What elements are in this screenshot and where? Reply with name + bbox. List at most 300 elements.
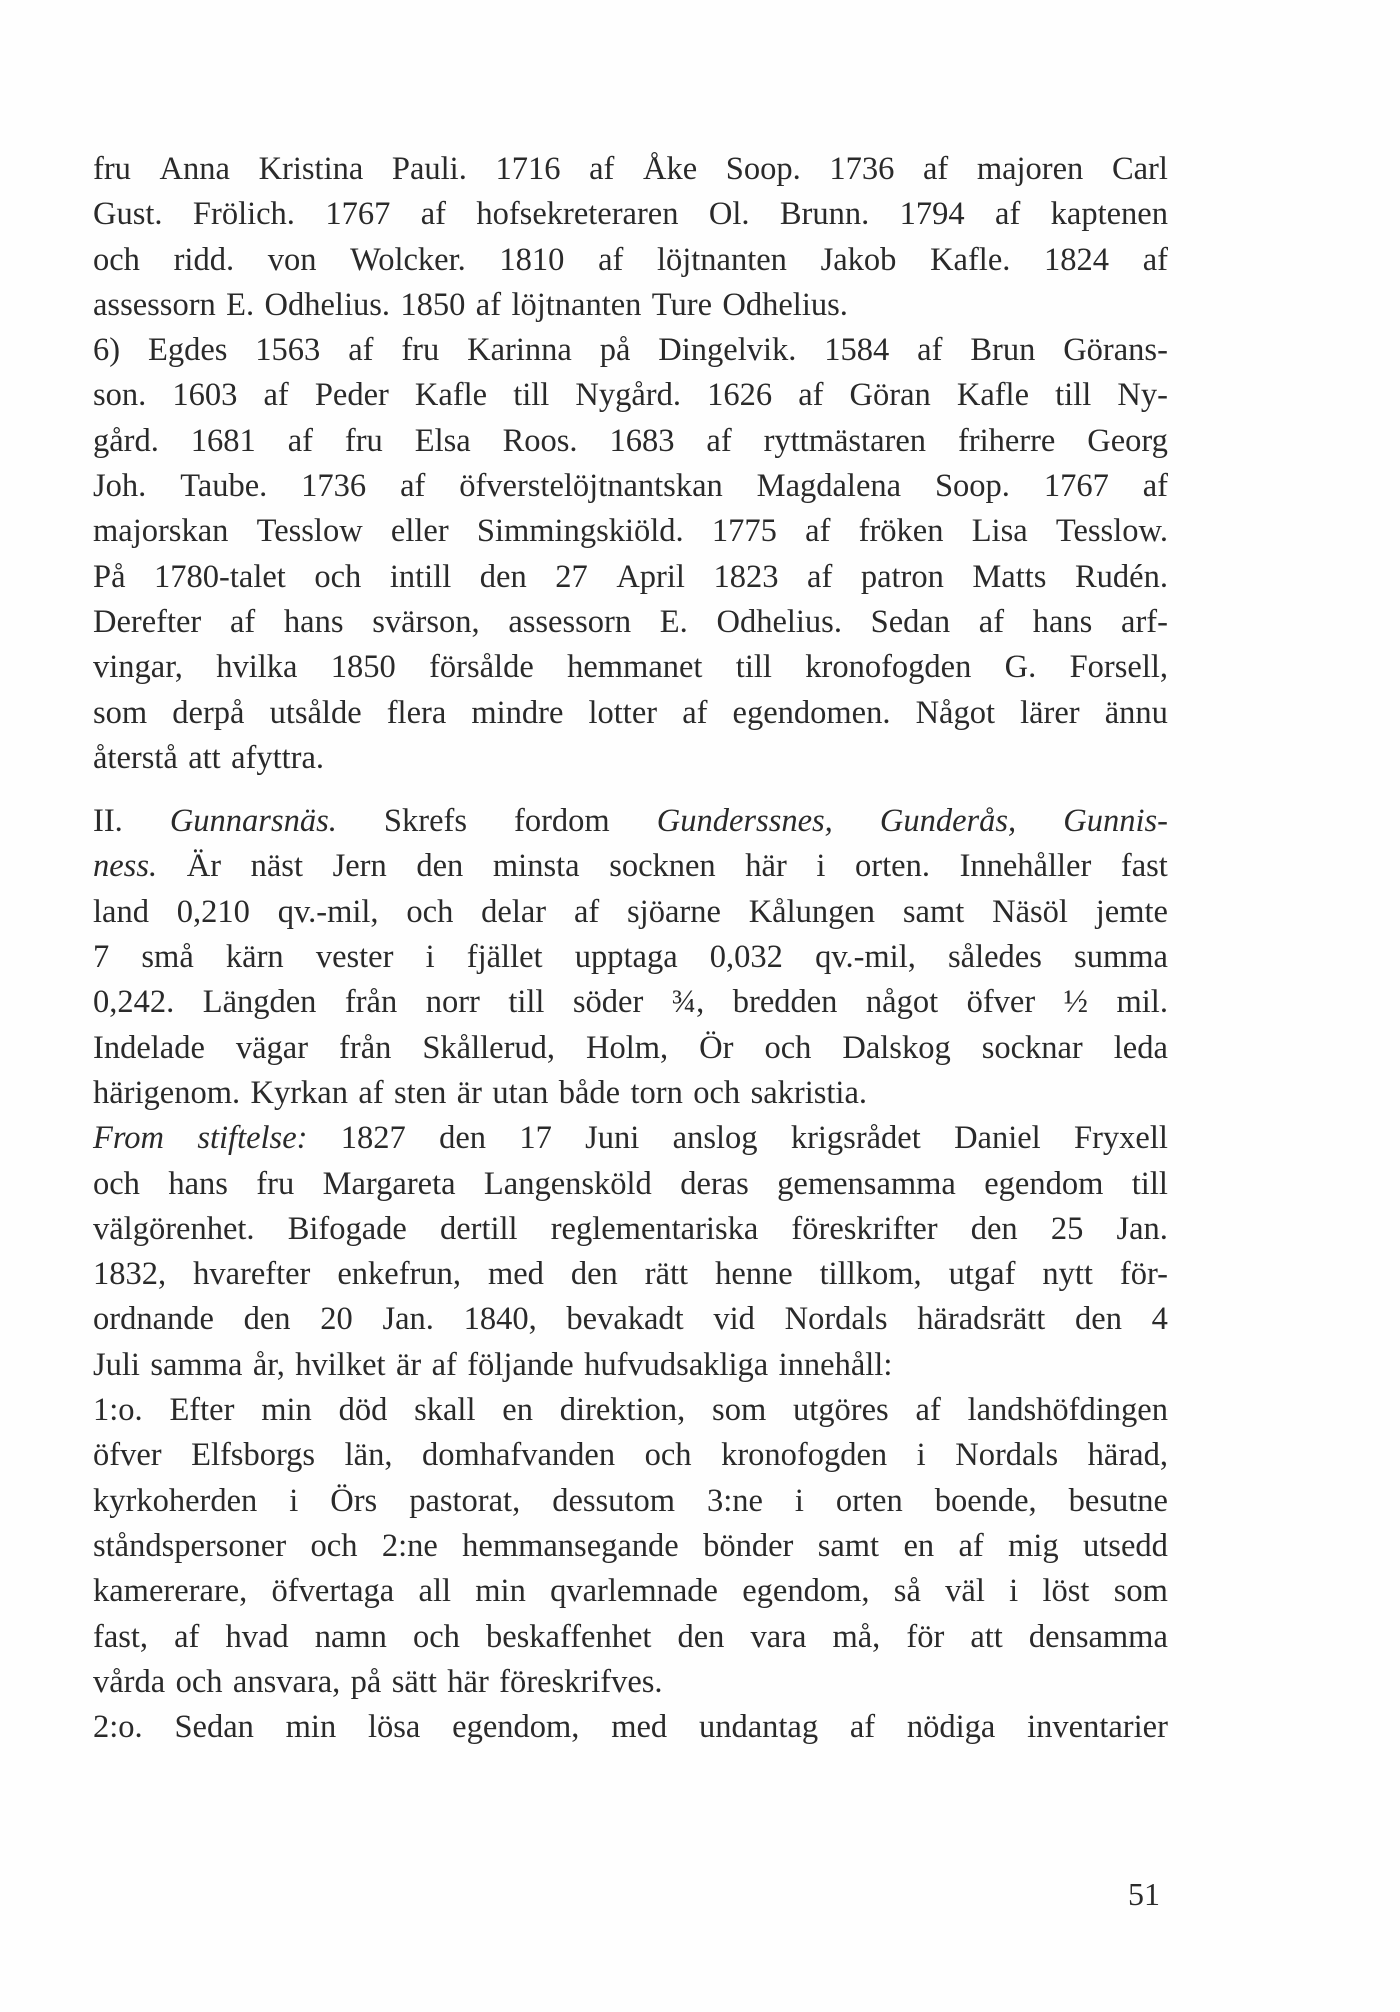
word: till — [513, 377, 550, 414]
word: orten — [835, 1482, 903, 1519]
word: mil. — [1116, 984, 1168, 1021]
word: fru — [93, 151, 131, 187]
word: och — [412, 1618, 460, 1655]
text-line — [93, 373, 1168, 418]
word: Brunn. — [779, 196, 870, 233]
section-gap — [93, 781, 1168, 799]
word: 1681 — [190, 422, 256, 459]
word: 1827 — [340, 1120, 406, 1157]
text-line — [93, 1705, 1168, 1750]
word: Gust. — [93, 196, 163, 233]
word: af — [400, 468, 426, 505]
word: för — [906, 1618, 945, 1655]
word: krigsrådet — [790, 1120, 921, 1157]
word: af — [573, 893, 600, 930]
word: deras — [680, 1165, 749, 1202]
word: Elsa — [414, 422, 471, 459]
word: den — [677, 1618, 725, 1655]
word: ryttmästaren — [763, 422, 927, 459]
word: henne — [715, 1256, 793, 1293]
paragraph — [93, 1116, 1168, 1388]
word: den — [970, 1210, 1018, 1247]
word: öfvertaga — [271, 1573, 395, 1610]
word: Nordals — [784, 1301, 888, 1338]
word: beskaffenhet — [485, 1618, 652, 1655]
word: och — [93, 1165, 140, 1202]
word: söder — [572, 984, 644, 1021]
word: 20 — [320, 1301, 353, 1338]
word: sakristia. — [750, 1074, 868, 1111]
word: Kyrkan — [250, 1074, 348, 1111]
word: Jakob — [820, 241, 897, 278]
word: och — [93, 241, 140, 278]
word: fordom — [514, 803, 610, 840]
word: 4 — [1151, 1301, 1168, 1338]
word: bönder — [703, 1527, 794, 1564]
word: kronofogden — [721, 1437, 888, 1474]
word: min — [285, 1709, 337, 1746]
word: ansvara, — [232, 1663, 341, 1700]
text-line — [93, 1207, 1168, 1252]
word: Wolcker. — [350, 241, 466, 278]
word: 1736 — [829, 151, 895, 187]
word: öfver — [966, 984, 1036, 1021]
word: all — [418, 1573, 451, 1610]
text-line — [93, 464, 1168, 509]
word: välgörenhet. — [93, 1210, 255, 1247]
word: Elfsborgs — [191, 1437, 316, 1474]
word: leda — [1113, 1029, 1168, 1066]
word: gemensamma — [777, 1165, 956, 1202]
text-line — [93, 1297, 1168, 1342]
word: intill — [389, 558, 452, 595]
text-line — [93, 1252, 1168, 1297]
word: dessutom — [552, 1482, 675, 1519]
word: densamma — [1028, 1618, 1168, 1655]
word: friherre — [957, 422, 1056, 459]
word: hvilket — [295, 1346, 386, 1383]
word: Gunnis- — [1063, 803, 1168, 840]
word: afyttra. — [231, 739, 325, 776]
word: Margareta — [322, 1165, 456, 1202]
word: vägar — [235, 1029, 309, 1066]
word: E. — [659, 603, 688, 640]
word: och — [175, 1663, 223, 1700]
word: fast, — [93, 1618, 149, 1655]
word: socknen — [609, 848, 716, 885]
word: 1832, — [93, 1256, 167, 1293]
word: orten. — [855, 848, 930, 885]
word: Indelade — [93, 1029, 205, 1066]
word: namn — [314, 1618, 387, 1655]
word: öfver — [93, 1437, 162, 1474]
text-line — [93, 890, 1168, 935]
word: besutne — [1068, 1482, 1168, 1519]
word: utsedd — [1083, 1527, 1168, 1564]
word: Nordals — [955, 1437, 1059, 1474]
word: följande — [467, 1346, 574, 1383]
word: egendom, — [742, 1573, 870, 1610]
word: majoren — [976, 151, 1084, 187]
word: af — [995, 196, 1021, 233]
word: hans — [283, 603, 344, 640]
word: Anna — [159, 151, 230, 187]
paragraph — [93, 1388, 1168, 1705]
text-line — [93, 283, 1168, 328]
word: Peder — [314, 377, 389, 414]
word: öfverstelöjtnantskan — [459, 468, 723, 505]
word: Innehåller — [959, 848, 1092, 885]
word: bevakadt — [566, 1301, 684, 1338]
word: Simmingskiöld. — [476, 513, 684, 550]
word: stiftelse: — [197, 1120, 308, 1157]
word: delar — [481, 893, 547, 930]
word: 1:o. — [93, 1392, 143, 1429]
word: af — [431, 1346, 457, 1383]
page-number: 51 — [1128, 1876, 1160, 1912]
word: Kålungen — [748, 893, 876, 930]
word: Nygård. — [575, 377, 681, 414]
word: Soop. — [725, 151, 801, 187]
word: 1840, — [463, 1301, 537, 1338]
word: 1780-talet — [154, 558, 286, 595]
text-line — [93, 799, 1168, 844]
word: Odhelius. — [264, 286, 391, 323]
word: något — [865, 984, 939, 1021]
word: Bifogade — [287, 1210, 407, 1247]
word: Tesslow — [256, 513, 363, 550]
word: kärn — [225, 939, 284, 976]
word: försålde — [429, 649, 534, 686]
word: 3:ne — [706, 1482, 763, 1519]
text-line — [93, 980, 1168, 1025]
word: von — [267, 241, 317, 278]
word: qv.-mil, — [277, 893, 379, 930]
word: 1683 — [609, 422, 675, 459]
word: ännu — [1104, 694, 1168, 731]
text-line — [93, 1162, 1168, 1207]
word: hufvudsakliga — [584, 1346, 769, 1383]
word: 1810 — [499, 241, 565, 278]
word: På — [93, 558, 126, 595]
word: Forsell, — [1069, 649, 1168, 686]
word: med — [611, 1709, 668, 1746]
word: här — [447, 1663, 489, 1700]
word: som — [1113, 1573, 1168, 1610]
word: af — [915, 1392, 941, 1429]
word: utan — [492, 1074, 549, 1111]
word: Tesslow. — [1055, 513, 1168, 550]
word: den — [416, 848, 464, 885]
word: upptaga — [574, 939, 678, 976]
word: April — [616, 558, 685, 595]
word: Kristina — [258, 151, 364, 187]
word: qv.-mil, — [815, 939, 916, 976]
word: af — [805, 513, 831, 550]
word: 6) — [93, 332, 121, 369]
word: Sedan — [174, 1709, 254, 1746]
word: af — [174, 1618, 200, 1655]
word: en — [903, 1527, 935, 1564]
word: en — [502, 1392, 533, 1429]
word: som — [93, 694, 148, 731]
word: 1626 — [707, 377, 773, 414]
word: af — [475, 286, 502, 323]
word: Rudén. — [1074, 558, 1168, 595]
word: Efter — [169, 1392, 235, 1429]
word: till — [1055, 377, 1092, 414]
text-line — [93, 1615, 1168, 1660]
word: skall — [414, 1392, 476, 1429]
word: 7 — [93, 939, 110, 976]
word: landshöfdingen — [967, 1392, 1168, 1429]
word: II. — [93, 803, 123, 840]
paragraph — [93, 799, 1168, 1116]
word: 0,210 — [176, 893, 250, 930]
word: tillkom, — [819, 1256, 922, 1293]
word: Örs — [330, 1482, 378, 1519]
word: Åke — [642, 151, 698, 187]
word: nytt — [1042, 1256, 1093, 1293]
word: anslog — [672, 1120, 758, 1157]
paragraph — [93, 328, 1168, 781]
word: samma — [150, 1346, 243, 1383]
word: boende, — [934, 1482, 1037, 1519]
word: egendom — [984, 1165, 1104, 1202]
word: till — [735, 649, 772, 686]
word: på — [599, 332, 631, 369]
word: 27 — [555, 558, 588, 595]
word: Joh. — [93, 468, 147, 505]
word: Juli — [93, 1346, 140, 1383]
word: bredden — [732, 984, 838, 1021]
text-line — [93, 1660, 1168, 1705]
word: 1603 — [172, 377, 238, 414]
word: af — [1142, 241, 1168, 278]
word: af — [358, 1074, 384, 1111]
word: gård. — [93, 422, 159, 459]
text-line — [93, 419, 1168, 464]
word: så — [893, 1573, 921, 1610]
word: vårda — [93, 1663, 166, 1700]
word: sjöarne — [627, 893, 721, 930]
text-line — [93, 1343, 1168, 1388]
word: här — [745, 848, 787, 885]
word: E. — [226, 286, 255, 323]
word: hvarefter — [193, 1256, 311, 1293]
word: af — [682, 694, 708, 731]
word: assessorn — [93, 286, 216, 323]
word: och — [693, 1074, 741, 1111]
word: samt — [817, 1527, 880, 1564]
word: ridd. — [173, 241, 235, 278]
word: 1850 — [400, 286, 466, 323]
word: G. — [1004, 649, 1037, 686]
word: löjtnanten — [656, 241, 787, 278]
word: pastorat, — [409, 1482, 521, 1519]
word: min — [261, 1392, 312, 1429]
word: vingar, — [93, 649, 183, 686]
word: fröken — [858, 513, 944, 550]
word: af — [263, 377, 289, 414]
word: i — [794, 1482, 804, 1519]
word: eller — [390, 513, 449, 550]
word: 1823 — [713, 558, 779, 595]
word: Ture — [651, 286, 713, 323]
word: Matts — [972, 558, 1047, 595]
word: kamererare, — [93, 1573, 248, 1610]
word: och — [406, 893, 454, 930]
word: Juni — [585, 1120, 640, 1157]
word: direktion, — [559, 1392, 686, 1429]
word: 1850 — [330, 649, 396, 686]
word: af — [706, 422, 732, 459]
word: Ol. — [708, 196, 750, 233]
word: Görans- — [1063, 332, 1168, 369]
word: med — [487, 1256, 544, 1293]
word: ordnande — [93, 1301, 214, 1338]
word: egendomen. — [732, 694, 891, 731]
word: kaptenen — [1050, 196, 1168, 233]
word: i — [1009, 1573, 1019, 1610]
text-line — [93, 736, 1168, 781]
text-line — [93, 1433, 1168, 1478]
word: Göran — [849, 377, 931, 414]
word: 0,032 — [709, 939, 783, 976]
word: må, — [832, 1618, 881, 1655]
word: utgaf — [948, 1256, 1016, 1293]
word: är — [395, 1346, 422, 1383]
word: af — [978, 603, 1005, 640]
paragraph — [93, 147, 1168, 328]
word: Kafle — [414, 377, 488, 414]
word: mig — [1008, 1527, 1059, 1564]
word: föreskrifter — [791, 1210, 938, 1247]
word: Skållerud, — [422, 1029, 556, 1066]
word: Taube. — [180, 468, 268, 505]
word: 1563 — [255, 332, 321, 369]
word: att — [970, 1618, 1003, 1655]
word: kyrkoherden — [93, 1482, 258, 1519]
word: Soop. — [934, 468, 1010, 505]
text-line — [93, 935, 1168, 980]
word: land — [93, 893, 149, 930]
word: fast — [1120, 848, 1168, 885]
word: 1767 — [325, 196, 391, 233]
word: Dingelvik. — [658, 332, 797, 369]
word: 2:o. — [93, 1709, 143, 1746]
word: hans — [1032, 603, 1093, 640]
word: Frölich. — [192, 196, 295, 233]
word: år, — [252, 1346, 285, 1383]
word: torn — [630, 1074, 683, 1111]
word: flera — [386, 694, 447, 731]
word: af — [598, 241, 624, 278]
word: hvad — [225, 1618, 289, 1655]
word: häradsrätt — [917, 1301, 1046, 1338]
word: af — [807, 558, 833, 595]
word: till — [1131, 1165, 1168, 1202]
word: From — [93, 1120, 165, 1157]
word: svärson, — [372, 603, 480, 640]
text-line — [93, 1026, 1168, 1071]
word: utsålde — [269, 694, 362, 731]
word: fru — [401, 332, 440, 369]
word: ½ — [1063, 984, 1089, 1021]
word: Jern — [332, 848, 387, 885]
word: af — [798, 377, 824, 414]
word: Holm, — [586, 1029, 669, 1066]
text-line — [93, 600, 1168, 645]
word: län, — [344, 1437, 393, 1474]
word: som — [712, 1392, 767, 1429]
word: mindre — [471, 694, 564, 731]
word: att — [188, 739, 221, 776]
word: 2:ne — [381, 1527, 438, 1564]
word: rätt — [644, 1256, 689, 1293]
word: Daniel — [954, 1120, 1041, 1157]
word: och — [310, 1527, 358, 1564]
text-line — [93, 844, 1168, 889]
word: och — [644, 1437, 692, 1474]
word: samt — [902, 893, 965, 930]
word: Jan. — [1116, 1210, 1168, 1247]
word: 1716 — [495, 151, 561, 187]
word: innehåll: — [778, 1346, 893, 1383]
word: af — [420, 196, 446, 233]
text-line — [93, 645, 1168, 690]
text-line — [93, 192, 1168, 237]
word: undantag — [698, 1709, 819, 1746]
word: väl — [945, 1573, 985, 1610]
word: 1824 — [1044, 241, 1110, 278]
word: Sedan — [870, 603, 951, 640]
paragraph — [93, 1705, 1168, 1750]
word: vara — [750, 1618, 807, 1655]
word: norr — [425, 984, 480, 1021]
word: härigenom. — [93, 1074, 241, 1111]
word: Jan. — [382, 1301, 434, 1338]
word: sten — [394, 1074, 447, 1111]
word: och — [764, 1029, 812, 1066]
word: Något — [915, 694, 995, 731]
word: assessorn — [508, 603, 632, 640]
word: Derefter — [93, 603, 202, 640]
word: Ör — [699, 1029, 734, 1066]
text-line — [93, 1524, 1168, 1569]
word: Karinna — [467, 332, 572, 369]
word: Gunderås, — [879, 803, 1017, 840]
word: den — [1075, 1301, 1122, 1338]
word: nödiga — [906, 1709, 996, 1746]
word: 1584 — [824, 332, 890, 369]
word: patron — [860, 558, 944, 595]
text-line — [93, 238, 1168, 283]
word: derpå — [172, 694, 245, 731]
word: vid — [713, 1301, 755, 1338]
word: 0,242. — [93, 984, 175, 1021]
word: död — [338, 1392, 388, 1429]
word: 1736 — [301, 468, 367, 505]
word: socknar — [981, 1029, 1083, 1066]
word: den — [570, 1256, 618, 1293]
word: majorskan — [93, 513, 229, 550]
text-line — [93, 691, 1168, 736]
word: kronofogden — [805, 649, 972, 686]
word: således — [948, 939, 1042, 976]
word: Är — [186, 848, 222, 885]
word: 1775 — [711, 513, 777, 550]
